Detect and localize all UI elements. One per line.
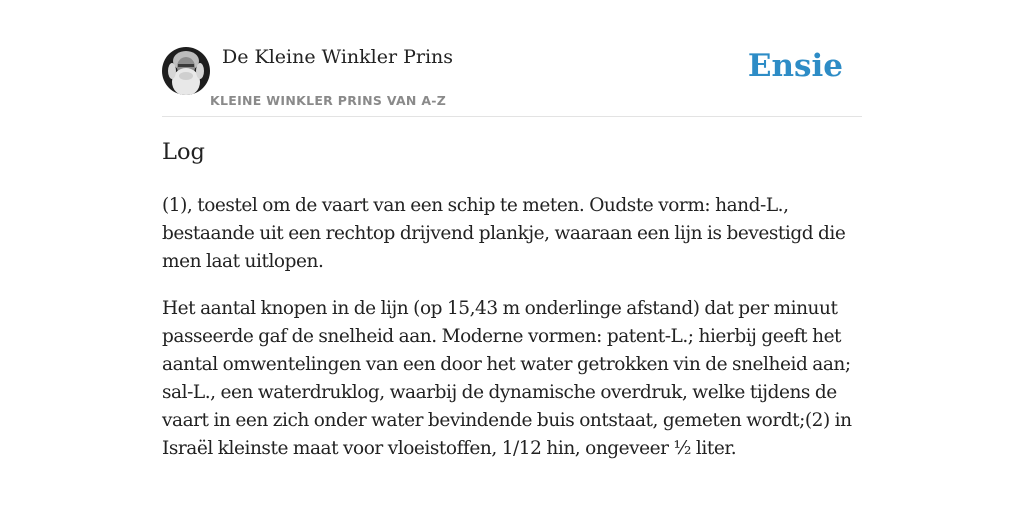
author-avatar[interactable]: [162, 47, 210, 95]
page-header: [162, 44, 862, 117]
article-paragraph: Het aantal knopen in de lijn (op 15,43 m onderlinge afstand) dat per minuut passeerde gaf de snelheid aan. Moderne vormen: patent-L.; hierbij geeft het aantal omwentelingen van een door het water getrokken vin de snelheid aan; sal-L., een waterdruklog, waarbij de dynamische overdruk, welke tijdens de vaart in een zich onder water bevindende buis ontstaat, gemeten wordt;(2) in Israël kleinste maat voor vloeistoffen, 1/12 hin, ongeveer ½ liter.: [162, 298, 852, 459]
article-title: Log: [162, 139, 205, 165]
author-name[interactable]: De Kleine Winkler Prins: [222, 46, 454, 68]
article-body: [162, 192, 862, 482]
source-label[interactable]: KLEINE WINKLER PRINS VAN A-Z: [210, 93, 447, 108]
brand-logo[interactable]: Ensie: [747, 48, 843, 84]
article-paragraph: (1), toestel om de vaart van een schip te meten. Oudste vorm: hand-L., bestaande uit een rechtop drijvend plankje, waaraan een lijn is bevestigd die men laat uitlopen.: [162, 195, 846, 272]
author-portrait-icon: [162, 47, 210, 95]
